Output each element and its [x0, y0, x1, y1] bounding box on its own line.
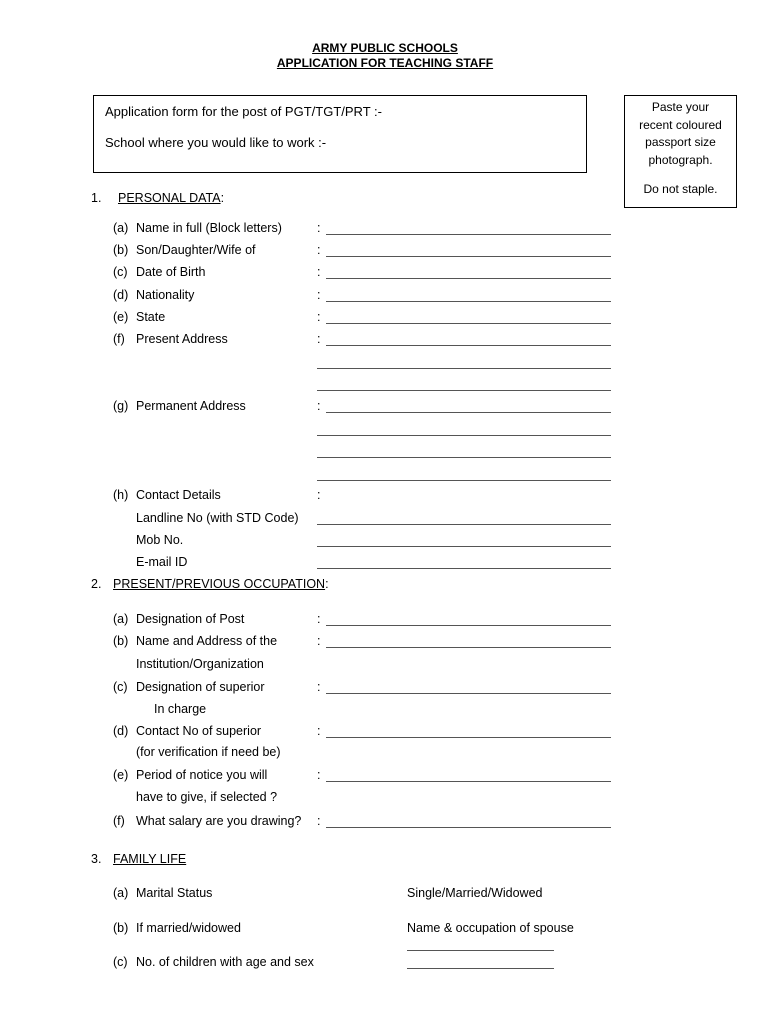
present-address-field-3[interactable]: [317, 390, 611, 391]
section2-title-colon: :: [325, 577, 329, 591]
permanent-address-label: Permanent Address: [136, 399, 246, 413]
relation-field[interactable]: [326, 256, 611, 257]
section2-title: PRESENT/PREVIOUS OCCUPATION: [113, 577, 326, 591]
landline-label: Landline No (with STD Code): [136, 511, 299, 525]
permanent-address-field-3[interactable]: [317, 457, 611, 458]
institution-field[interactable]: [326, 647, 611, 648]
salary-label: What salary are you drawing?: [136, 814, 302, 828]
superior-contact-label: Contact No of superior: [136, 724, 262, 738]
colon: :: [317, 288, 321, 302]
colon: :: [317, 680, 321, 694]
section1-title-colon: :: [220, 191, 225, 205]
contact-details-label: Contact Details: [136, 488, 221, 502]
superior-label: Designation of superior: [136, 680, 265, 694]
colon: :: [317, 724, 321, 738]
item-letter: (d): [113, 724, 129, 738]
section3-title: FAMILY LIFE: [113, 852, 187, 866]
colon: :: [317, 814, 321, 828]
mobile-field[interactable]: [317, 546, 611, 547]
married-label: If married/widowed: [136, 921, 241, 935]
state-label: State: [136, 310, 166, 324]
colon: :: [317, 265, 321, 279]
item-letter: (c): [113, 680, 128, 694]
item-letter: (b): [113, 634, 129, 648]
superior-contact-label-2: (for verification if need be): [136, 745, 281, 759]
superior-field[interactable]: [326, 693, 611, 694]
email-field[interactable]: [317, 568, 611, 569]
nationality-label: Nationality: [136, 288, 195, 302]
name-label: Name in full (Block letters): [136, 221, 282, 235]
item-letter: (f): [113, 332, 125, 346]
permanent-address-field-4[interactable]: [317, 480, 611, 481]
salary-field[interactable]: [326, 827, 611, 828]
colon: :: [317, 634, 321, 648]
present-address-field-2[interactable]: [317, 368, 611, 369]
colon: :: [317, 612, 321, 626]
dob-field[interactable]: [326, 278, 611, 279]
notice-period-label: Period of notice you will: [136, 768, 268, 782]
post-school-box: [93, 95, 587, 173]
item-letter: (f): [113, 814, 125, 828]
superior-contact-field[interactable]: [326, 737, 611, 738]
item-letter: (a): [113, 221, 129, 235]
dob-label: Date of Birth: [136, 265, 206, 279]
colon: :: [317, 399, 321, 413]
marital-status-options[interactable]: Single/Married/Widowed: [407, 886, 543, 900]
nationality-field[interactable]: [326, 301, 611, 302]
children-field[interactable]: [407, 968, 554, 969]
photo-note: Do not staple.: [643, 182, 718, 196]
marital-status-label: Marital Status: [136, 886, 213, 900]
institution-label: Name and Address of the: [136, 634, 278, 648]
spouse-label: Name & occupation of spouse: [407, 921, 574, 935]
item-letter: (e): [113, 310, 129, 324]
state-field[interactable]: [326, 323, 611, 324]
designation-label: Designation of Post: [136, 612, 245, 626]
mobile-label: Mob No.: [136, 533, 184, 547]
photo-instruction-4: photograph.: [648, 152, 713, 167]
item-letter: (b): [113, 921, 129, 935]
colon: :: [317, 332, 321, 346]
colon: :: [317, 243, 321, 257]
colon: :: [317, 221, 321, 235]
form-heading: ARMY PUBLIC SCHOOLS: [312, 41, 458, 55]
colon: :: [317, 768, 321, 782]
item-letter: (a): [113, 886, 129, 900]
section1-number: 1.: [91, 191, 102, 205]
school-preference-label: School where you would like to work :-: [105, 135, 327, 150]
photo-box[interactable]: [624, 95, 737, 208]
designation-field[interactable]: [326, 625, 611, 626]
present-address-field-1[interactable]: [326, 345, 611, 346]
permanent-address-field-2[interactable]: [317, 435, 611, 436]
photo-instruction-2: recent coloured: [639, 117, 722, 132]
item-letter: (g): [113, 399, 129, 413]
item-letter: (b): [113, 243, 129, 257]
permanent-address-field-1[interactable]: [326, 412, 611, 413]
notice-period-field[interactable]: [326, 781, 611, 782]
children-label: No. of children with age and sex: [136, 955, 314, 969]
section1-title-wrap: [118, 191, 224, 205]
photo-instruction-1: Paste your: [651, 100, 710, 114]
photo-instruction-3: passport size: [645, 135, 716, 149]
item-letter: (e): [113, 768, 129, 782]
section2-number: 2.: [91, 577, 102, 591]
colon: :: [317, 488, 321, 502]
relation-label: Son/Daughter/Wife of: [136, 243, 256, 257]
colon: :: [317, 310, 321, 324]
item-letter: (a): [113, 612, 129, 626]
present-address-label: Present Address: [136, 332, 228, 346]
item-letter: (h): [113, 488, 129, 502]
notice-period-label-2: have to give, if selected ?: [136, 790, 278, 804]
form-subheading: APPLICATION FOR TEACHING STAFF: [276, 56, 494, 70]
section3-number: 3.: [91, 852, 102, 866]
email-label: E-mail ID: [136, 555, 188, 569]
section1-title: PERSONAL DATA: [118, 191, 221, 205]
item-letter: (c): [113, 955, 128, 969]
item-letter: (d): [113, 288, 129, 302]
post-applied-label: Application form for the post of PGT/TGT/PRT :-: [105, 104, 382, 119]
institution-label-2: Institution/Organization: [136, 657, 264, 671]
section2-title-wrap: [113, 577, 329, 591]
name-field[interactable]: [326, 234, 611, 235]
item-letter: (c): [113, 265, 128, 279]
spouse-field[interactable]: [407, 950, 554, 951]
superior-label-2: In charge: [154, 702, 207, 716]
landline-field[interactable]: [317, 524, 611, 525]
